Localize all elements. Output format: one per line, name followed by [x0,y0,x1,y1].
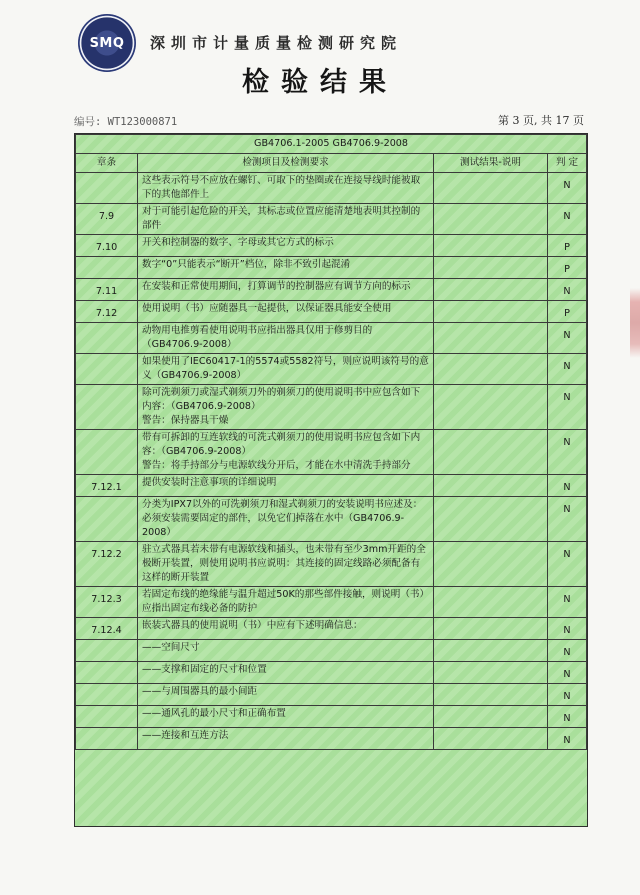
row-verdict: N [548,706,587,728]
table-row [76,542,587,587]
row-verdict: P [548,301,587,323]
row-verdict: N [548,354,587,385]
row-verdict: N [548,587,587,618]
row-result [434,354,548,385]
row-requirement: 动物用电推剪看使用说明书应指出器具仅用于修剪目的（GB4706.9-2008） [138,323,434,354]
row-requirement: ——通风孔的最小尺寸和正确布置 [138,706,434,728]
row-verdict: N [548,323,587,354]
table-row [76,640,587,662]
row-result [434,587,548,618]
row-verdict: N [548,173,587,204]
row-requirement: 驻立式器具若未带有电源软线和插头，也未带有至少3mm开距的全极断开装置，则使用说明书应说明：其连接的固定线路必须配备有这样的断开装置 [138,542,434,587]
row-section: 7.12.2 [76,542,138,587]
table-row [76,279,587,301]
table-row [76,204,587,235]
table-row [76,475,587,497]
row-verdict: N [548,640,587,662]
row-requirement: 数字“0”只能表示“断开”档位，除非不致引起混淆 [138,257,434,279]
page-title: 检验结果 [242,67,398,98]
row-verdict: N [548,728,587,750]
row-section: 7.11 [76,279,138,301]
row-result [434,257,548,279]
table-row [76,173,587,204]
row-result [434,385,548,430]
row-section [76,497,138,542]
row-requirement: ——支撑和固定的尺寸和位置 [138,662,434,684]
column-header-verdict: 判 定 [548,154,587,173]
row-result [434,430,548,475]
row-verdict: N [548,618,587,640]
table-row [76,497,587,542]
row-verdict: N [548,279,587,301]
row-requirement: 对于可能引起危险的开关，其标志或位置应能清楚地表明其控制的部件 [138,204,434,235]
row-verdict: N [548,385,587,430]
row-section [76,354,138,385]
row-requirement: 使用说明（书）应随器具一起提供，以保证器具能安全使用 [138,301,434,323]
row-result [434,301,548,323]
row-verdict: N [548,684,587,706]
table-row [76,385,587,430]
row-result [434,279,548,301]
row-requirement: ——与周围器具的最小间距 [138,684,434,706]
row-result [434,323,548,354]
row-requirement: 分类为IPX7以外的可洗剃须刀和湿式剃须刀的安装说明书应述及：必须安装需要固定的部件，以免它们掉落在水中（GB4706.9-2008） [138,497,434,542]
row-verdict: N [548,497,587,542]
results-table [75,134,587,750]
row-section [76,173,138,204]
row-requirement: 在安装和正常使用期间，打算调节的控制器应有调节方向的标示 [138,279,434,301]
row-section: 7.12.1 [76,475,138,497]
row-result [434,640,548,662]
row-result [434,706,548,728]
table-row [76,728,587,750]
row-result [434,662,548,684]
column-header-requirement: 检测项目及检测要求 [138,154,434,173]
row-verdict: P [548,257,587,279]
results-table-container [74,133,588,827]
row-section [76,640,138,662]
document-number: 编号: WT123000871 [74,116,178,128]
row-verdict: N [548,662,587,684]
table-row [76,618,587,640]
table-row [76,430,587,475]
row-result [434,204,548,235]
row-section [76,662,138,684]
row-verdict: N [548,542,587,587]
row-result [434,173,548,204]
row-section: 7.12 [76,301,138,323]
table-row [76,257,587,279]
row-result [434,728,548,750]
row-requirement: 若固定布线的绝缘能与温升超过50K的那些部件接触，则说明（书）应指出固定布线必备的防护 [138,587,434,618]
column-header-result: 测试结果-说明 [434,154,548,173]
row-section [76,706,138,728]
table-row [76,354,587,385]
row-verdict: N [548,475,587,497]
row-requirement: ——连接和互连方法 [138,728,434,750]
row-result [434,497,548,542]
row-section [76,257,138,279]
page-number: 第 3 页, 共 17 页 [498,114,584,127]
row-verdict: N [548,430,587,475]
row-section: 7.12.4 [76,618,138,640]
row-requirement: ——空间尺寸 [138,640,434,662]
row-requirement: 除可洗剃须刀或湿式剃须刀外的剃须刀的使用说明书中应包含如下内容：（GB4706.9-2008） 警告：保持器具干燥 [138,385,434,430]
row-result [434,618,548,640]
column-header-section: 章条 [76,154,138,173]
row-section [76,323,138,354]
row-result [434,684,548,706]
row-section [76,728,138,750]
table-row [76,684,587,706]
row-result [434,542,548,587]
column-header-row [76,154,587,173]
row-section: 7.10 [76,235,138,257]
row-section [76,430,138,475]
row-section: 7.12.3 [76,587,138,618]
row-result [434,235,548,257]
row-verdict: P [548,235,587,257]
seal-stamp-edge [630,288,640,358]
logo-text: SMQ [89,35,125,51]
row-result [434,475,548,497]
row-requirement: 提供安装时注意事项的详细说明 [138,475,434,497]
organization-name: 深圳市计量质量检测研究院 [150,34,403,52]
table-row [76,706,587,728]
standard-header: GB4706.1-2005 GB4706.9-2008 [76,135,587,154]
row-section: 7.9 [76,204,138,235]
table-row [76,587,587,618]
row-requirement: 这些表示符号不应放在螺钉、可取下的垫圈或在连接导线时能被取下的其他部件上 [138,173,434,204]
table-row [76,323,587,354]
table-row [76,235,587,257]
row-requirement: 带有可拆卸的互连软线的可洗式剃须刀的使用说明书应包含如下内容：（GB4706.9-2008） 警告：将手持部分与电源软线分开后，才能在水中清洗手持部分 [138,430,434,475]
table-row [76,301,587,323]
row-verdict: N [548,204,587,235]
row-requirement: 如果使用了IEC60417-1的5574或5582符号，则应说明该符号的意义（GB4706.9-2008） [138,354,434,385]
row-requirement: 开关和控制器的数字、字母或其它方式的标示 [138,235,434,257]
row-section [76,385,138,430]
row-section [76,684,138,706]
table-row [76,662,587,684]
row-requirement: 嵌装式器具的使用说明（书）中应有下述明确信息： [138,618,434,640]
